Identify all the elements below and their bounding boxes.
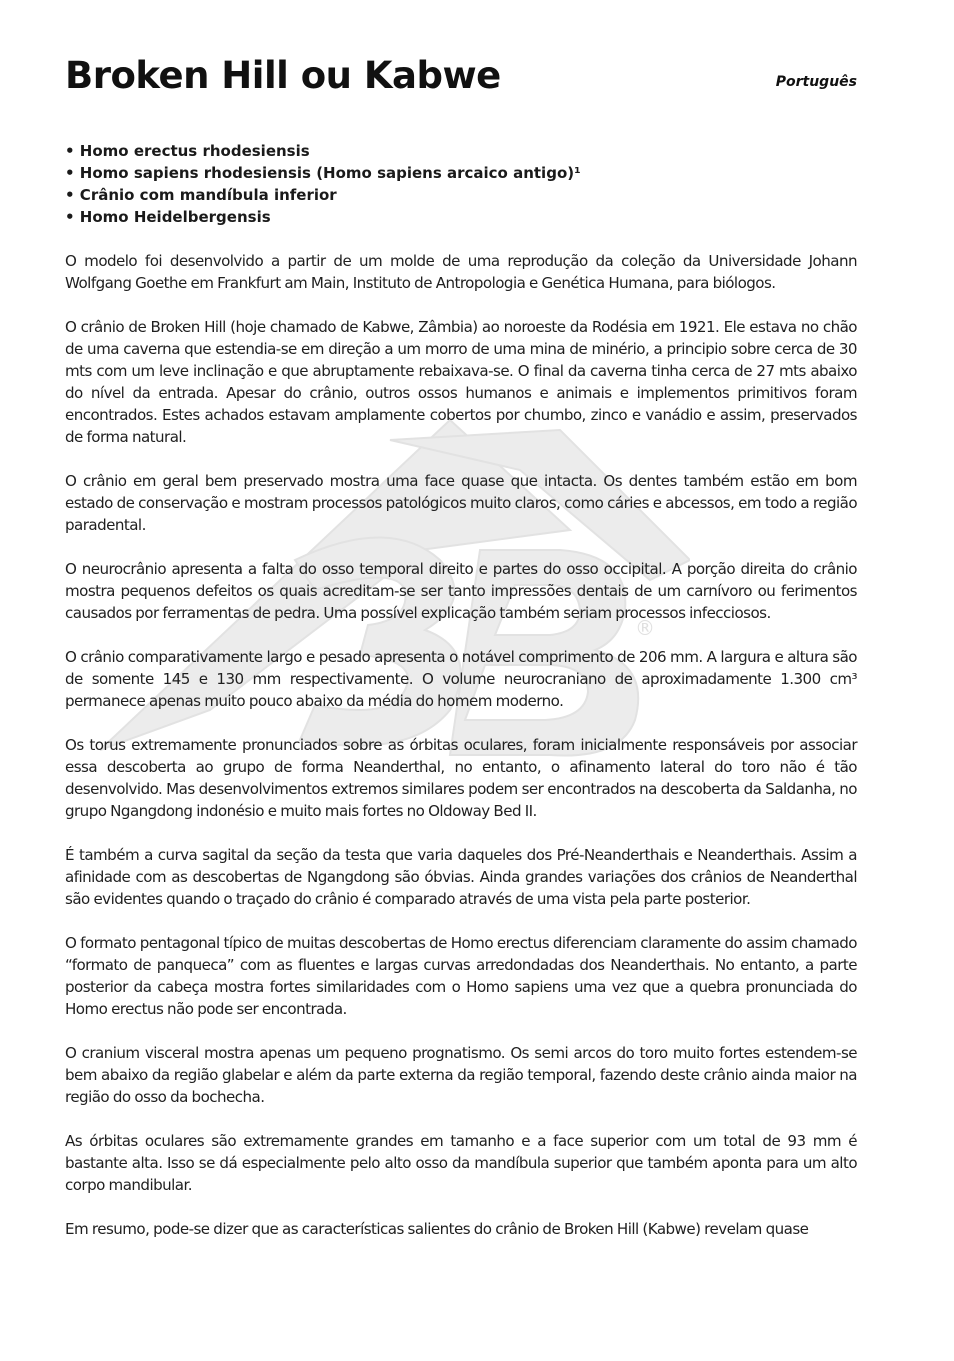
paragraph: O neurocrânio apresenta a falta do osso temporal direito e partes do osso occipital. A porção direita do crânio mostra pequenos defeitos os quais acreditam-se ser tanto impressões dentais de um carnívoro ou ferimentos causados por ferramentas de pedra. Uma possível explicação também seriam processos infecciosos. [65,560,857,622]
document-header [65,50,857,110]
paragraph: O cranium visceral mostra apenas um pequeno prognatismo. Os semi arcos do toro muito fortes estendem-se bem abaixo da região glabelar e além da parte externa da região temporal, fazendo deste crânio ainda maior na região do osso da bochecha. [65,1044,857,1106]
language-label: Português [775,74,857,90]
classification-list [65,140,857,228]
paragraph: O crânio comparativamente largo e pesado apresenta o notável comprimento de 206 mm. A largura e altura são de somente 145 e 130 mm respectivamente. O volume neurocraniano de aproximadamente 1.300 cm³ permanece apenas muito pouco abaixo da média do homem moderno. [65,648,857,710]
list-item: • Crânio com mandíbula inferior [65,186,337,204]
page-title: Broken Hill ou Kabwe [65,54,501,97]
list-item: • Homo erectus rhodesiensis [65,142,310,160]
paragraph: O modelo foi desenvolvido a partir de um molde de uma reprodução da coleção da Universidade Johann Wolfgang Goethe em Frankfurt am Main, Instituto de Antropologia e Genética Humana, para biólogos. [65,252,857,292]
paragraph: O formato pentagonal típico de muitas descobertas de Homo erectus diferenciam claramente do assim chamado “formato de panqueca” com as fluentes e largas curvas arredondadas dos Neanderthais. No entanto, a parte posterior da cabeça mostra fortes similaridades com o Homo sapiens uma vez que a quebra pronunciada do Homo erectus não pode ser encontrada. [65,934,857,1018]
paragraph: Os torus extremamente pronunciados sobre as órbitas oculares, foram inicialmente responsáveis por associar essa descoberta ao grupo de forma Neanderthal, no entanto, o afinamento lateral do toro não é tão desenvolvido. Mas desenvolvimentos extremos similares podem ser encontrados na descoberta da Saldanha, no grupo Ngangdong indonésio e muito mais fortes no Oldoway Bed II. [65,736,857,820]
list-item: • Homo Heidelbergensis [65,208,271,226]
document-content [65,50,857,1262]
registered-mark: ® [635,616,655,640]
paragraph: Em resumo, pode-se dizer que as características salientes do crânio de Broken Hill (Kabwe) revelam quase [65,1220,809,1238]
paragraph: O crânio de Broken Hill (hoje chamado de Kabwe, Zâmbia) ao noroeste da Rodésia em 1921. Ele estava no chão de uma caverna que estendia-se em direção a um morro de uma mina de minério, a principio sobre cerca de 30 mts com um leve inclinação e que abruptamente rebaixava-se. O final da caverna tinha cerca de 27 mts abaixo do nível da entrada. Apesar do crânio, outros ossos humanos e animais e implementos primitivos foram encontrados. Estes achados estavam amplamente cobertos por chumbo, zinco e vanádio e assim, preservados de forma natural. [65,318,857,446]
list-item: • Homo sapiens rhodesiensis (Homo sapiens arcaico antigo)¹ [65,164,581,182]
paragraph: É também a curva sagital da seção da testa que varia daqueles dos Pré-Neanderthais e Neanderthais. Assim a afinidade com as descobertas de Ngangdong são óbvias. Ainda grandes variações dos crânios de Neanderthal são evidentes quando o traçado do crânio é comparado através de uma vista pela parte posterior. [65,846,857,908]
paragraph: As órbitas oculares são extremamente grandes em tamanho e a face superior com um total de 93 mm é bastante alta. Isso se dá especialmente pelo alto osso da mandíbula superior que também aponta para um alto corpo mandibular. [65,1132,857,1194]
paragraph: O crânio em geral bem preservado mostra uma face quase que intacta. Os dentes também estão em bom estado de conservação e mostram processos patológicos muito claros, como cáries e abcessos, em todo a região paradental. [65,472,857,534]
body-text [65,250,857,1240]
